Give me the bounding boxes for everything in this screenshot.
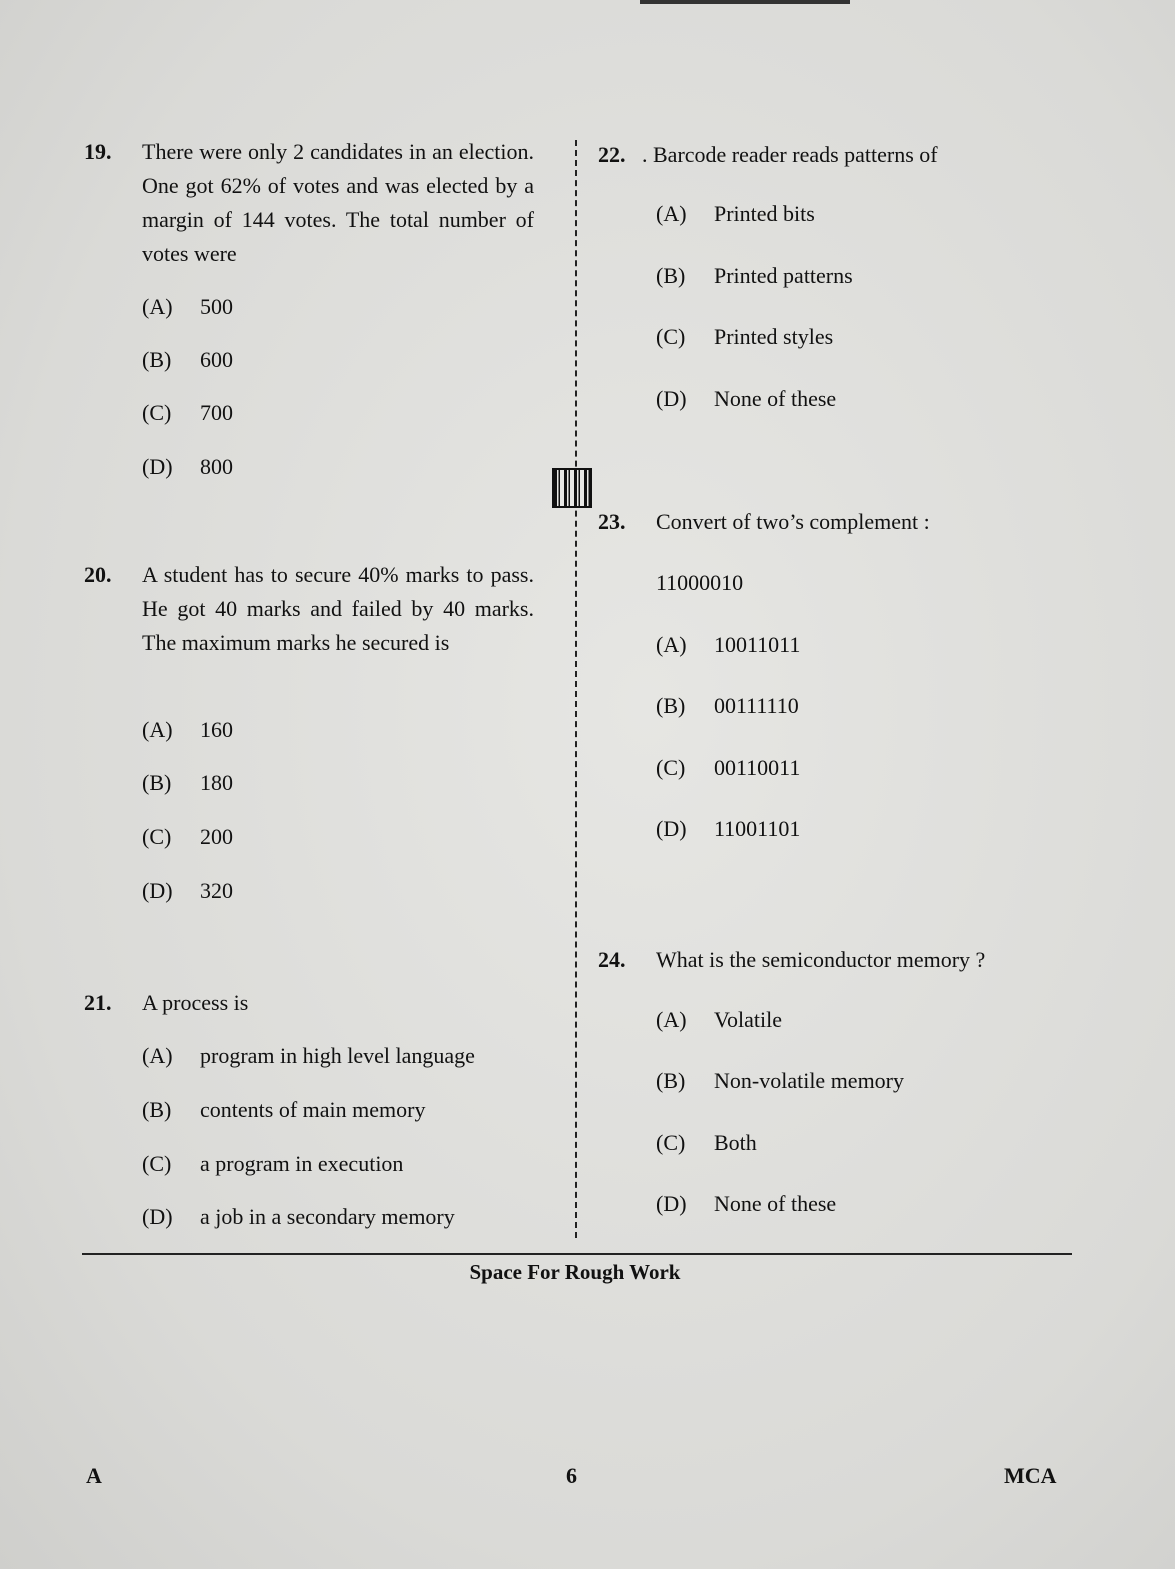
option-24-c bbox=[656, 1128, 757, 1158]
option-text: Non-volatile memory bbox=[714, 1068, 905, 1093]
option-19-b bbox=[142, 345, 233, 375]
option-label: (C) bbox=[656, 324, 686, 349]
question-stem: What is the semiconductor memory ? bbox=[656, 947, 986, 972]
option-19-a bbox=[142, 292, 233, 322]
option-label: (D) bbox=[656, 386, 687, 411]
option-text: 180 bbox=[200, 770, 233, 795]
question-number: 23. bbox=[598, 509, 626, 534]
option-24-d bbox=[656, 1189, 836, 1219]
question-number: 22. bbox=[598, 142, 626, 167]
option-text: Printed patterns bbox=[714, 263, 853, 288]
option-22-a bbox=[656, 199, 815, 229]
option-text: 800 bbox=[200, 454, 233, 479]
option-20-a bbox=[142, 715, 233, 745]
option-text: 320 bbox=[200, 878, 233, 903]
option-text: a job in a secondary memory bbox=[200, 1204, 455, 1229]
question-stem: A process is bbox=[142, 990, 249, 1015]
option-label: (A) bbox=[656, 201, 687, 226]
rough-work-label: Space For Rough Work bbox=[469, 1260, 681, 1284]
option-label: (B) bbox=[656, 263, 686, 288]
option-text: 00110011 bbox=[714, 755, 801, 780]
question-number: 24. bbox=[598, 947, 626, 972]
column-divider bbox=[575, 140, 577, 1238]
option-20-b bbox=[142, 768, 233, 798]
option-21-d bbox=[142, 1202, 455, 1232]
option-23-a bbox=[656, 630, 800, 660]
option-23-d bbox=[656, 814, 800, 844]
option-text: None of these bbox=[714, 1191, 837, 1216]
option-text: Printed styles bbox=[714, 324, 834, 349]
option-label: (A) bbox=[142, 294, 173, 319]
option-24-b bbox=[656, 1066, 904, 1096]
option-label: (C) bbox=[656, 755, 686, 780]
rough-work-divider bbox=[82, 1253, 1072, 1255]
option-label: (D) bbox=[142, 454, 173, 479]
option-24-a bbox=[656, 1005, 782, 1035]
option-text: 500 bbox=[200, 294, 233, 319]
question-stem: . Barcode reader reads patterns of bbox=[642, 142, 938, 167]
option-21-b bbox=[142, 1095, 425, 1125]
option-text: 600 bbox=[200, 347, 233, 372]
option-text: 00111110 bbox=[714, 693, 799, 718]
option-23-b bbox=[656, 691, 799, 721]
question-number: 21. bbox=[84, 990, 112, 1015]
option-label: (A) bbox=[656, 1007, 687, 1032]
binary-value: 11000010 bbox=[656, 570, 744, 595]
qr-code-icon bbox=[552, 468, 592, 508]
option-22-d bbox=[656, 384, 836, 414]
option-text: 200 bbox=[200, 824, 233, 849]
option-label: (C) bbox=[142, 400, 172, 425]
option-label: (B) bbox=[656, 693, 686, 718]
option-label: (C) bbox=[656, 1130, 686, 1155]
question-number: 19. bbox=[84, 139, 112, 164]
option-text: None of these bbox=[714, 386, 837, 411]
question-number: 20. bbox=[84, 562, 112, 587]
option-text: 160 bbox=[200, 717, 233, 742]
option-text: program in high level language bbox=[200, 1043, 475, 1068]
option-text: Volatile bbox=[714, 1007, 783, 1032]
option-text: contents of main memory bbox=[200, 1097, 426, 1122]
option-text: a program in execution bbox=[200, 1151, 404, 1176]
footer-page-number: 6 bbox=[566, 1463, 577, 1488]
option-label: (B) bbox=[142, 347, 172, 372]
option-22-b bbox=[656, 261, 853, 291]
option-text: Printed bits bbox=[714, 201, 815, 226]
option-21-c bbox=[142, 1149, 403, 1179]
option-text: 11001101 bbox=[714, 816, 801, 841]
option-20-d bbox=[142, 876, 233, 906]
option-label: (A) bbox=[656, 632, 687, 657]
option-label: (B) bbox=[142, 1097, 172, 1122]
option-label: (D) bbox=[142, 1204, 173, 1229]
option-19-d bbox=[142, 452, 233, 482]
option-label: (A) bbox=[142, 1043, 173, 1068]
top-edge-strip bbox=[640, 0, 850, 4]
footer-course-code: MCA bbox=[1004, 1463, 1057, 1488]
option-23-c bbox=[656, 753, 800, 783]
option-label: (D) bbox=[656, 1191, 687, 1216]
option-label: (B) bbox=[656, 1068, 686, 1093]
footer-set-code: A bbox=[86, 1463, 102, 1488]
option-label: (C) bbox=[142, 1151, 172, 1176]
option-text: 700 bbox=[200, 400, 233, 425]
question-stem: A student has to secure 40% marks to pass. He got 40 marks and failed by 40 marks. The maximum marks he secured is bbox=[142, 562, 534, 655]
option-22-c bbox=[656, 322, 833, 352]
option-label: (C) bbox=[142, 824, 172, 849]
option-20-c bbox=[142, 822, 233, 852]
question-stem: Convert of two’s complement : bbox=[656, 509, 930, 534]
option-21-a bbox=[142, 1041, 475, 1071]
option-text: Both bbox=[714, 1130, 757, 1155]
option-label: (D) bbox=[142, 878, 173, 903]
option-label: (B) bbox=[142, 770, 172, 795]
option-label: (D) bbox=[656, 816, 687, 841]
option-19-c bbox=[142, 398, 233, 428]
option-text: 10011011 bbox=[714, 632, 801, 657]
question-stem: There were only 2 candidates in an election. One got 62% of votes and was elected by a margin of 144 votes. The total number of votes were bbox=[142, 139, 534, 266]
option-label: (A) bbox=[142, 717, 173, 742]
